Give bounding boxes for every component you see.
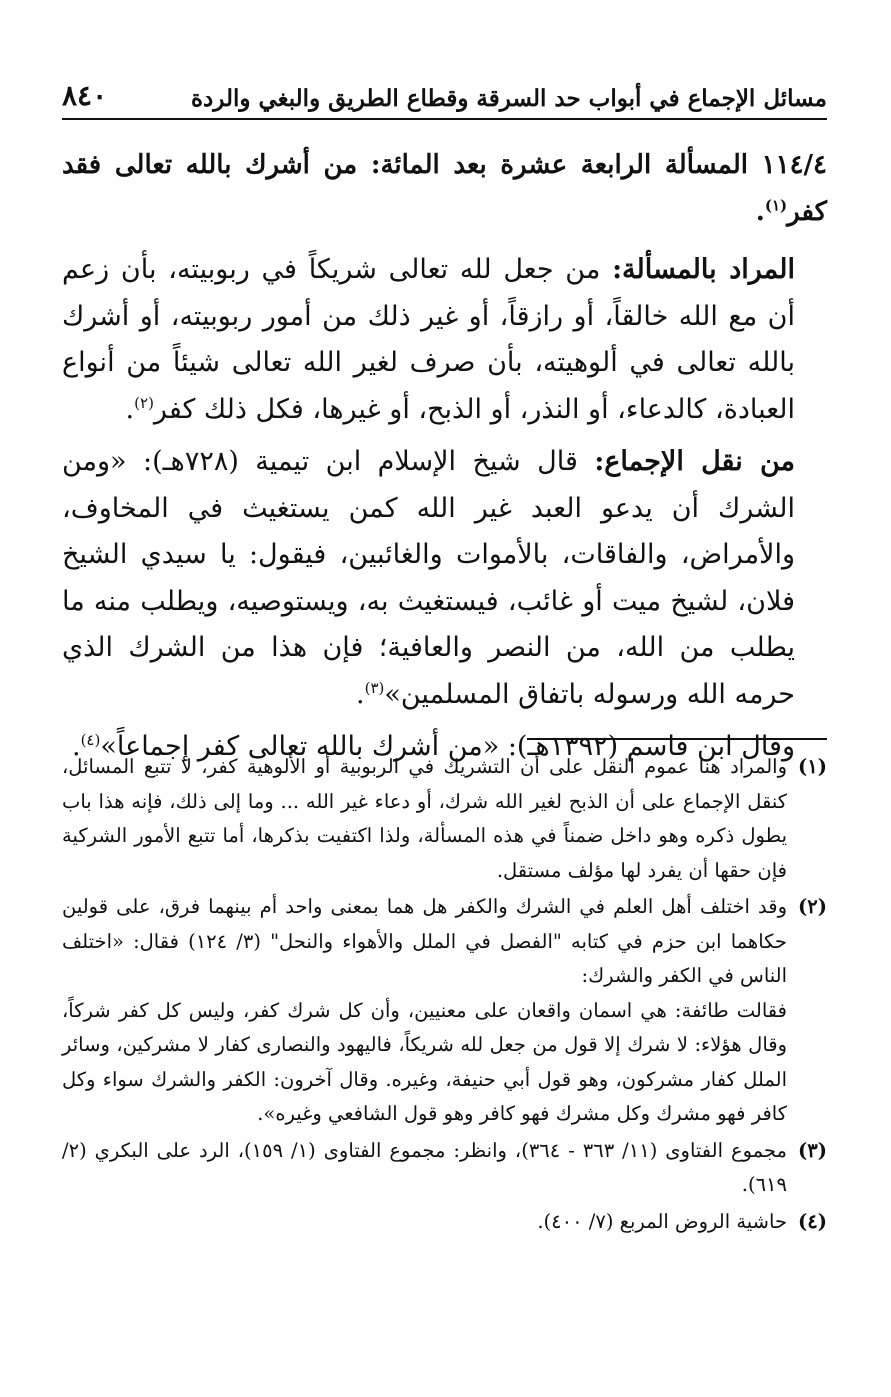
footnote-ref: (١) (764, 195, 788, 214)
footnote-paragraph: فقالت طائفة: هي اسمان واقعان على معنيين، وأن كل شرك كفر، وليس كل كفر شركاً، وقال هؤلاء: لا شرك إلا قول من جعل لله شريكاً، فاليهود والنصارى كفار لا مشركين، وسائر الملل كفار مشركون، وهو قول أبي حنيفة، وغيره. وقال آخرون: الكفر والشرك سواء وكل كافر فهو مشرك وكل مشرك فهو كافر وهو قول الشافعي وغيره». (62, 998, 787, 1125)
footnote-3 (62, 1134, 827, 1203)
footnote-text (62, 750, 787, 888)
footnote-paragraph: وقد اختلف أهل العلم في الشرك والكفر هل هما بمعنى واحد أم بينهما فرق، على قولين حكاهما ابن حزم في كتابه "الفصل في الملل والأهواء والنحل" (٣/ ١٢٤) فقال: «اختلف الناس في الكفر والشرك: (62, 895, 787, 987)
issue-title: المسألة الرابعة عشرة بعد المائة: من أشرك بالله تعالى فقد كفر (62, 150, 827, 227)
footnote-text (62, 1205, 787, 1240)
footnote-ref: (٣) (364, 678, 385, 697)
footnote-ref: (٤) (80, 731, 101, 749)
footnote-text (62, 1134, 787, 1203)
footnotes (62, 750, 827, 1241)
footnote-paragraph: حاشية الروض المربع (٧/ ٤٠٠). (537, 1209, 787, 1233)
main-text (62, 142, 827, 777)
ijma-lead: من نقل الإجماع: (594, 446, 795, 477)
issue-heading: ١١٤/٤ المسألة الرابعة عشرة بعد المائة: من أشرك بالله تعالى فقد كفر$^{(١)}$. (62, 150, 827, 227)
footnote-4 (62, 1205, 827, 1240)
ijma-paragraph: من نقل الإجماع: قال شيخ الإسلام ابن تيمية (٧٢٨هـ): «ومن الشرك أن يدعو العبد غير الله كمن يستغيث في المخاوف، والأمراض، والفاقات، بالأموات والغائبين، فيقول: يا سيدي الشيخ فلان، لشيخ ميت أو غائب، فيستغيث به، ويستوصيه، ويطلب منه ما يطلب من الله، من النصر والعافية؛ فإن هذا من الشرك الذي حرمه الله ورسوله باتفاق المسلمين»$^{(٣)}$. (62, 446, 795, 710)
footnote-number: (١) (798, 755, 827, 778)
meaning-lead: المراد بالمسألة: (612, 254, 796, 285)
footnote-number: (٢) (798, 895, 827, 918)
footnote-divider (527, 738, 827, 740)
footnote-text (62, 890, 787, 1132)
page-number: ٨٤٠ (62, 79, 108, 112)
meaning-paragraph: المراد بالمسألة: من جعل لله تعالى شريكاً في ربوبيته، بأن زعم أن مع الله خالقاً، أو رازقاً، أو غير ذلك من أمور ربوبيته، أو أشرك بالله تعالى في ألوهيته، بأن صرف لغير الله تعالى شيئاً من أنواع العبادة، كالدعاء، أو النذر، أو الذبح، أو غيرها، فكل ذلك كفر$^{(٢)}$. (62, 254, 796, 425)
footnote-paragraph: مجموع الفتاوى (١١/ ٣٦٣ - ٣٦٤)، وانظر: مجموع الفتاوى (١/ ١٥٩)، الرد على البكري (٢/ ٦١٩). (62, 1138, 787, 1196)
running-title: مسائل الإجماع في أبواب حد السرقة وقطاع الطريق والبغي والردة (190, 85, 827, 112)
footnote-number: (٤) (798, 1209, 827, 1233)
footnote-paragraph: والمراد هنا عموم النقل على أن التشريك في الربوبية أو الألوهية كفر، لا تتبع المسائل، كنقل الإجماع على أن الذبح لغير الله شرك، أو دعاء غير الله ... وما إلى ذلك، فإنه هذا باب يطول ذكره وهو داخل ضمناً في هذه المسألة، ولذا اكتفيت بذكرها، أما تتبع الأمور الشركية فإن حقها أن يفرد لها مؤلف مستقل. (62, 755, 787, 882)
ibn-qasim-paragraph: وقال ابن قاسم (١٣٩٢هـ): «من أشرك بالله تعالى كفر إجماعاً»$^{(٤)}$. (71, 731, 795, 762)
footnote-number: (٣) (798, 1138, 827, 1162)
page-header (62, 64, 827, 120)
meaning-text: من جعل لله تعالى شريكاً في ربوبيته، بأن زعم أن مع الله خالقاً، أو رازقاً، أو غير ذلك من أمور ربوبيته، أو أشرك بالله تعالى في ألوهيته، بأن صرف لغير الله تعالى شيئاً من أنواع العبادة، كالدعاء، أو النذر، أو الذبح، أو غيرها، فكل ذلك كفر (62, 254, 795, 425)
footnote-1 (62, 750, 827, 888)
footnote-ref: (٢) (134, 393, 154, 412)
ibn-qasim-text: وقال ابن قاسم (١٣٩٢هـ): «من أشرك بالله تعالى كفر إجماعاً» (100, 731, 795, 762)
issue-number: ١١٤/٤ (761, 150, 827, 180)
footnote-2 (62, 890, 827, 1132)
ijma-text: قال شيخ الإسلام ابن تيمية (٧٢٨هـ): «ومن الشرك أن يدعو العبد غير الله كمن يستغيث في المخاوف، والأمراض، والفاقات، بالأموات والغائبين، فيقول: يا سيدي الشيخ فلان، لشيخ ميت أو غائب، فيستغيث به، ويستوصيه، ويطلب منه ما يطلب من الله، من النصر والعافية؛ فإن هذا من الشرك الذي حرمه الله ورسوله باتفاق المسلمين» (62, 446, 795, 710)
